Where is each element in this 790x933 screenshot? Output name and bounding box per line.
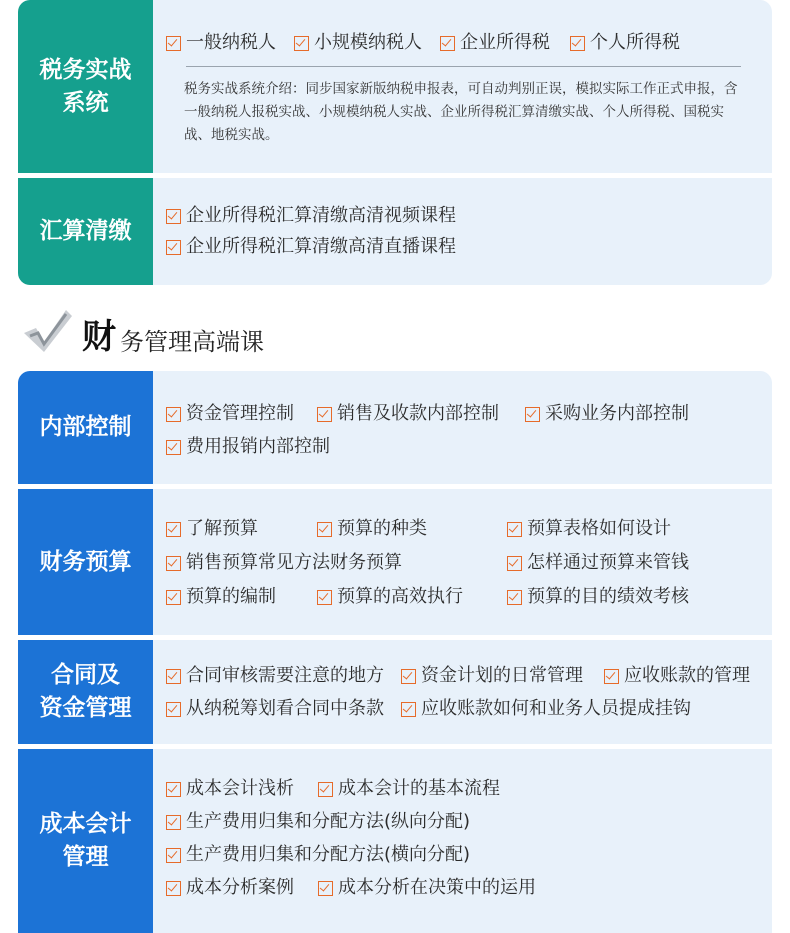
checkbox-icon (166, 209, 181, 224)
list-item: 一般纳税人 (166, 32, 276, 54)
contract-row (18, 640, 772, 744)
budget-label (18, 489, 153, 635)
checkbox-icon (507, 590, 522, 605)
internal-control-row (18, 371, 772, 484)
checkbox-icon (401, 702, 416, 717)
budget-row (18, 489, 772, 635)
contract-label (18, 640, 153, 744)
checkbox-icon (166, 590, 181, 605)
settlement-label (18, 178, 153, 285)
list-item: 资金计划的日常管理 (401, 665, 583, 687)
tax-practice-row (18, 0, 772, 173)
internal-control-label-text: 内部控制 (39, 414, 132, 440)
list-item: 成本会计浅析 (166, 778, 294, 800)
list-item: 合同审核需要注意的地方 (166, 665, 384, 687)
list-item: 了解预算 (166, 518, 258, 540)
list-item: 应收账款的管理 (604, 665, 750, 687)
checkbox-icon (166, 440, 181, 455)
list-item: 销售预算常见方法财务预算 (166, 552, 402, 574)
checkbox-icon (507, 556, 522, 571)
checkbox-icon (317, 522, 332, 537)
tax-practice-label (18, 0, 153, 173)
settlement-row (18, 178, 772, 285)
checkbox-icon (440, 36, 455, 51)
list-item: 小规模纳税人 (294, 32, 422, 54)
list-item: 销售及收款内部控制 (317, 403, 499, 425)
list-item: 成本分析案例 (166, 877, 294, 899)
list-item: 成本分析在决策中的运用 (318, 877, 536, 899)
list-item: 预算的编制 (166, 586, 276, 608)
divider (186, 66, 741, 67)
list-item: 企业所得税 (440, 32, 550, 54)
checkbox-icon (166, 782, 181, 797)
checkbox-icon (507, 522, 522, 537)
checkbox-icon (166, 669, 181, 684)
checkbox-icon (401, 669, 416, 684)
list-item: 企业所得税汇算清缴高清视频课程 (166, 205, 456, 227)
list-item: 应收账款如何和业务人员提成挂钩 (401, 698, 691, 720)
tax-practice-content (153, 0, 772, 173)
checkmark-icon (22, 306, 74, 356)
list-item: 采购业务内部控制 (525, 403, 689, 425)
checkbox-icon (166, 240, 181, 255)
settlement-label-text: 汇算清缴 (39, 218, 132, 244)
list-item: 预算的目的绩效考核 (507, 586, 689, 608)
checkbox-icon (294, 36, 309, 51)
section-title-rest: 务管理高端课 (120, 328, 264, 356)
cost-content (153, 749, 772, 933)
contract-label-text: 合同及 资金管理 (39, 662, 132, 721)
budget-content (153, 489, 772, 635)
list-item: 成本会计的基本流程 (318, 778, 500, 800)
checkbox-icon (317, 407, 332, 422)
list-item: 预算的高效执行 (317, 586, 463, 608)
list-item: 怎样通过预算来管钱 (507, 552, 689, 574)
list-item: 资金管理控制 (166, 403, 294, 425)
cost-row (18, 749, 772, 933)
checkbox-icon (525, 407, 540, 422)
checkbox-icon (318, 782, 333, 797)
checkbox-icon (570, 36, 585, 51)
checkbox-icon (166, 556, 181, 571)
internal-control-content (153, 371, 772, 484)
checkbox-icon (166, 522, 181, 537)
list-item: 企业所得税汇算清缴高清直播课程 (166, 236, 456, 258)
checkbox-icon (604, 669, 619, 684)
budget-label-text: 财务预算 (39, 548, 132, 575)
checkbox-icon (166, 407, 181, 422)
list-item: 个人所得税 (570, 32, 680, 54)
checkbox-icon (318, 881, 333, 896)
cost-label-text: 成本会计 管理 (39, 811, 132, 870)
settlement-content (153, 178, 772, 285)
list-item: 从纳税筹划看合同中条款 (166, 698, 384, 720)
checkbox-icon (166, 881, 181, 896)
internal-control-label (18, 371, 153, 484)
list-item: 预算的种类 (317, 518, 427, 540)
checkbox-icon (166, 36, 181, 51)
tax-practice-label-text: 税务实战 系统 (39, 56, 132, 116)
list-item: 预算表格如何设计 (507, 518, 671, 540)
section-title-first-char: 财 (82, 317, 116, 357)
list-item: 生产费用归集和分配方法(纵向分配) (166, 811, 470, 833)
checkbox-icon (317, 590, 332, 605)
section-heading (22, 306, 322, 366)
checkbox-icon (166, 815, 181, 830)
checkbox-icon (166, 848, 181, 863)
contract-content (153, 640, 772, 744)
list-item: 费用报销内部控制 (166, 436, 330, 458)
tax-practice-intro: 税务实战系统介绍：同步国家新版纳税申报表，可自动判别正误，模拟实际工作正式申报，含一般纳税人报税实战、小规模纳税人实战、企业所得税汇算清缴实战、个人所得税、国税实战、地税实战。 (184, 81, 738, 143)
list-item: 生产费用归集和分配方法(横向分配) (166, 844, 470, 866)
checkbox-icon (166, 702, 181, 717)
cost-label (18, 749, 153, 933)
